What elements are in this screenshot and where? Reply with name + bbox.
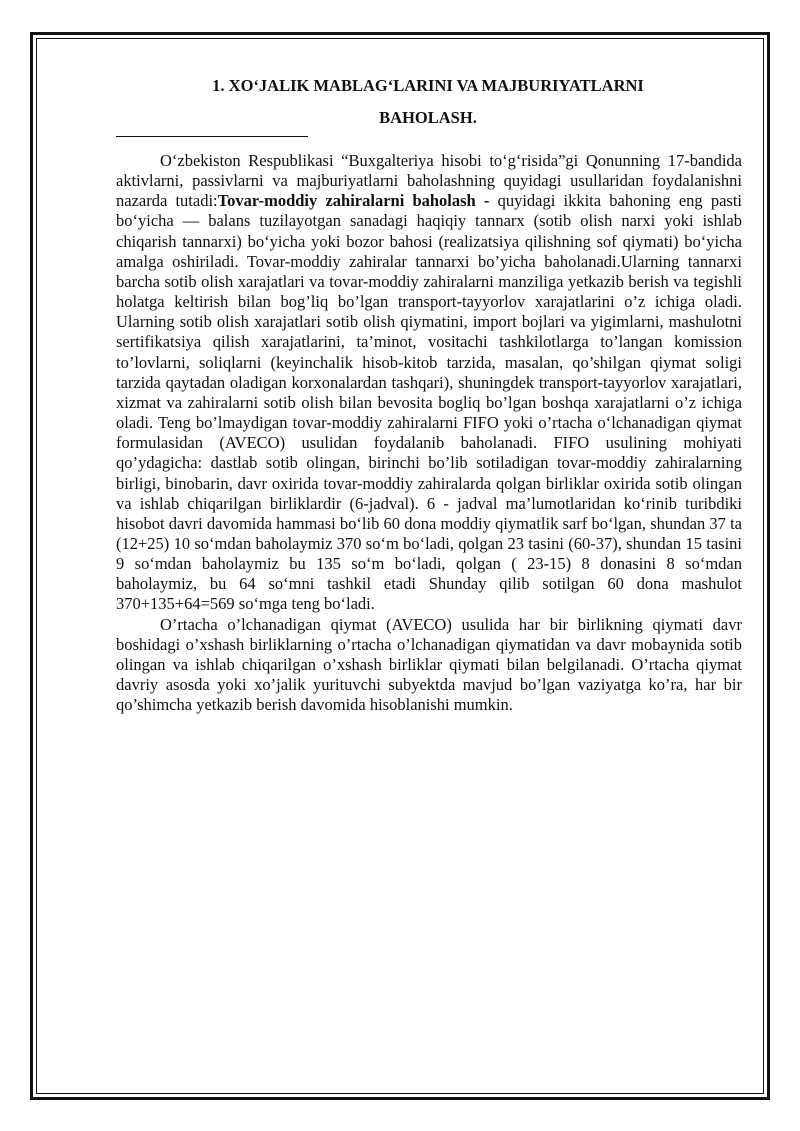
paragraph-1-rest: quyidagi ikkita bahoning eng pasti bo‘yicha — balans tuzilayotgan sanadagi haqiqiy tannarx (sotib olish narxi yoki ishlab chiqarish tannarxi) bo‘yicha yoki bozor bahosi (realizatsiya qilishning sof qiymati) bo‘yicha amalga oshiriladi. Tovar-moddiy zahiralar tannarxi bo’yicha baholanadi.Ularning tannarxi barcha sotib olish xarajatlari va tovar-moddiy zahiralarni manziliga yetkazib berish va tegishli holatga keltirish bilan bog’liq bo’lgan transport-tayyorlov xarajatlarini o’z ichiga oladi. Ularning sotib olish xarajatlari sotib olish qiymatini, import bojlari va yigimlarni, mashulotni sertifikatsiya qilish xarajatlarini, ta’minot, vositachi tashkilotlarga to’langan komission to’lovlarni, soliqlarni (keyinchalik hisob-kitob tarzida, masalan, qo’shilgan qiymat soligi tarzida qaytadan oladigan korxonalardan tashqari), shuningdek transport-tayyorlov xarajatlari, xizmat va zahiralarni sotib olish bilan bevosita bogliq bo’lgan boshqa xarajatlarni o’z ichiga oladi. Teng bo’lmaydigan tovar-moddiy zahiralarni FIFO yoki o’rtacha o‘lchanadigan qiymat formulasidan (AVECO) usulidan foydalanib baholanadi. FIFO usulining mohiyati qo’ydagicha: dastlab sotib olingan, birinchi bo’lib sotiladigan tovar-moddiy zahiralarning birligi, binobarin, davr oxirida tovar-moddiy zahiralarda qolgan birliklar oxirida sotib olingan va ishlab chiqarilgan birliklardir (6-jadval). 6 - jadval ma’lumotlaridan ko‘rinib turibdiki hisobot davri davomida hammasi bo‘lib 60 dona moddiy qiymatlik sarf bo‘lgan, shundan 37 ta (12+25) 10 so‘mdan baholaymiz 370 so‘m bo‘ladi, qolgan 23 tasini (60-37), shundan 15 tasini 9 so‘mdan baholaymiz bu 135 so‘m bo‘ladi, qolgan ( 23-15) 8 donasini 8 so‘mdan baholaymiz, bu 64 so‘mni tashkil etadi Shunday qilib sotilgan 60 dona mashulot 370+135+64=569 so‘mga teng bo‘ladi. <box>116 191 743 614</box>
paragraph-1-intro: O‘zbekiston Respublikasi “Buxgalteriya hisobi to‘g‘risida”gi Qonunning 17-bandida aktivlarni, passivlarni va majburiyatlarni baholashning quyidagi usullaridan foydalanishni nazarda tutadi: <box>116 151 742 211</box>
body-text <box>116 151 742 715</box>
section-title-line-1: 1. XO‘JALIK MABLAG‘LARINI VA MAJBURIYATLARNI <box>212 76 644 95</box>
footnote-separator-line <box>116 136 308 137</box>
section-title <box>118 70 738 134</box>
paragraph-aveco-method: O’rtacha o’lchanadigan qiymat (AVECO) usulida har bir birlikning qiymati davr boshidagi o’xshash birliklarning o’rtacha o’lchanadigan qiymatidan va davr mobaynida sotib olingan va ishlab chiqarilgan o’xshash birliklar qiymati bilan belgilanadi. O’rtacha qiymat davriy asosda yoki xo’jalik yurituvchi subyektda mavjud bo’lgan vaziyatga ko’ra, har bir qo’shimcha yetkazib berish davomida hisoblanishi mumkin. <box>116 614 742 715</box>
paragraph-1-bold-term: Tovar-moddiy zahiralarni baholash - <box>217 191 490 211</box>
section-title-line-2: BAHOLASH. <box>379 108 477 127</box>
paragraph-inventory-valuation <box>116 151 742 615</box>
